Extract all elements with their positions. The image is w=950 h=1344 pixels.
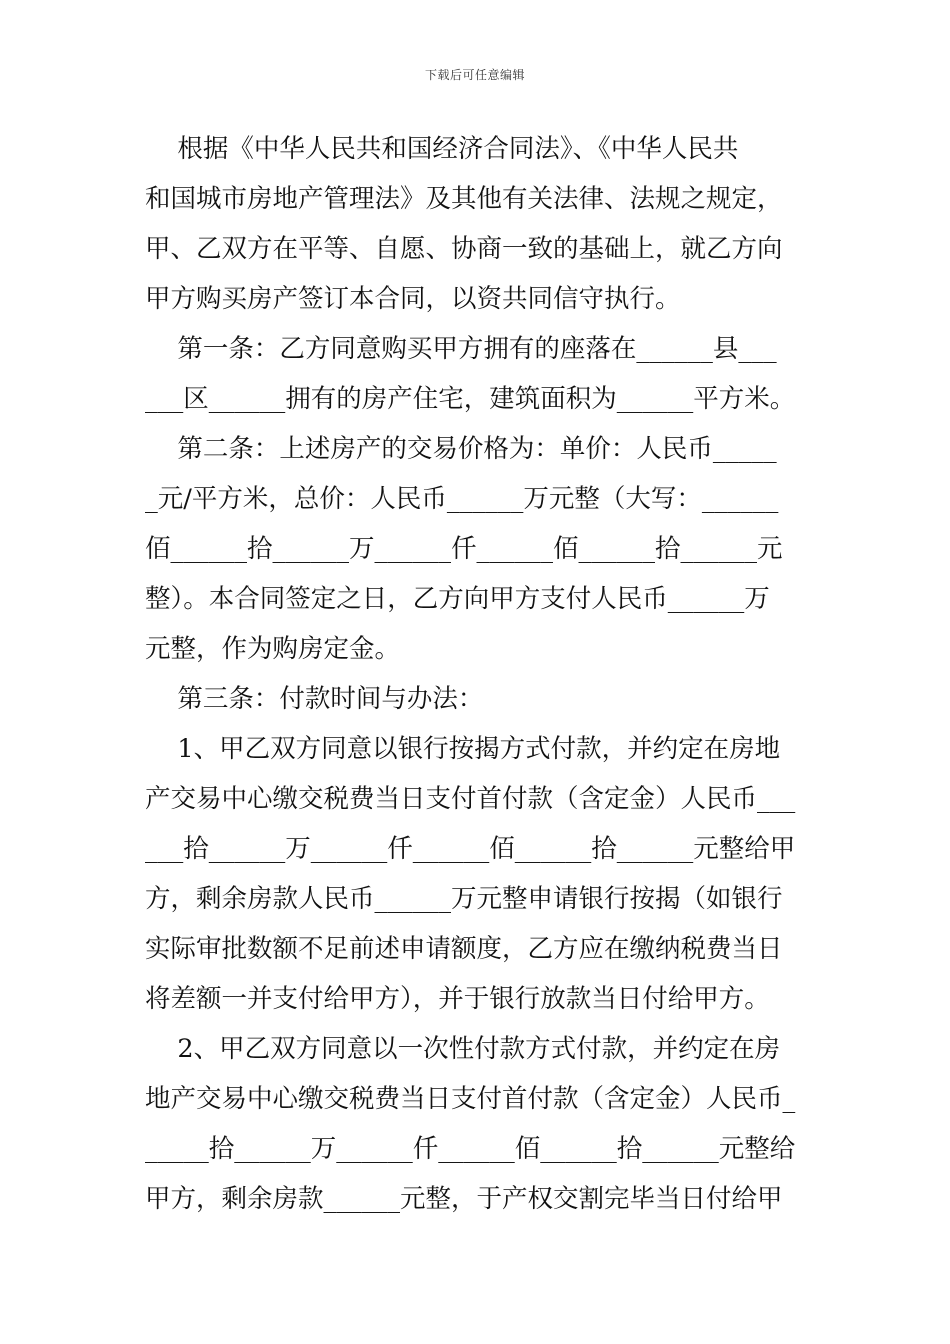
contract-line: 佰______拾______万______仟______佰______拾______元 [145, 534, 783, 564]
contract-line: 整）。本合同签定之日，乙方向甲方支付人民币______万 [145, 584, 770, 614]
contract-line: 产交易中心缴交税费当日支付首付款（含定金）人民币___ [145, 784, 796, 814]
contract-line: 2、甲乙双方同意以一次性付款方式付款，并约定在房 [145, 1034, 781, 1064]
contract-line: 第二条：上述房产的交易价格为：单价：人民币_____ [145, 434, 777, 464]
contract-line: 甲、乙双方在平等、自愿、协商一致的基础上，就乙方向 [145, 234, 783, 264]
contract-line: 甲方，剩余房款______元整，于产权交割完毕当日付给甲 [145, 1184, 783, 1214]
contract-line: 甲方购买房产签订本合同，以资共同信守执行。 [145, 284, 681, 314]
contract-line: _元/平方米，总价：人民币______万元整（大写：______ [145, 484, 779, 514]
contract-line: 地产交易中心缴交税费当日支付首付款（含定金）人民币_ [145, 1084, 796, 1114]
contract-line: 根据《中华人民共和国经济合同法》、《中华人民共 [145, 134, 739, 164]
contract-body [145, 124, 805, 1224]
contract-line: 将差额一并支付给甲方），并于银行放款当日付给甲方。 [145, 984, 770, 1014]
contract-line: ___拾______万______仟______佰______拾______元整给甲 [145, 834, 796, 864]
contract-line: ___区______拥有的房产住宅，建筑面积为______平方米。 [145, 384, 796, 414]
contract-line: 第一条：乙方同意购买甲方拥有的座落在______县___ [145, 334, 777, 364]
contract-line: 实际审批数额不足前述申请额度，乙方应在缴纳税费当日 [145, 934, 783, 964]
contract-line: 和国城市房地产管理法》及其他有关法律、法规之规定， [145, 184, 783, 214]
page-header-note: 下载后可任意编辑 [424, 68, 525, 82]
contract-line: 第三条：付款时间与办法： [145, 684, 484, 714]
contract-line: 1、甲乙双方同意以银行按揭方式付款，并约定在房地 [145, 734, 781, 764]
contract-line: 元整，作为购房定金。 [145, 634, 401, 664]
contract-line: 方，剩余房款人民币______万元整申请银行按揭（如银行 [145, 884, 783, 914]
contract-line: _____拾______万______仟______佰______拾______元整给 [145, 1134, 796, 1164]
